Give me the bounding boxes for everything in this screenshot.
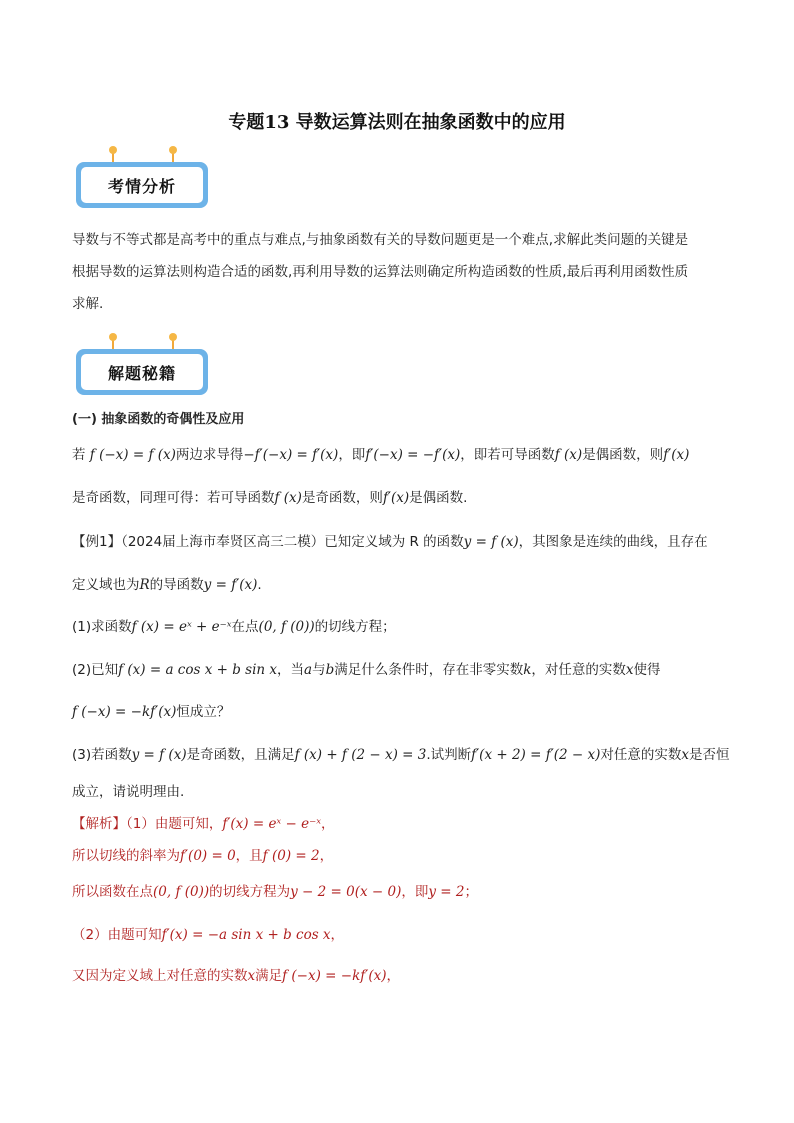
question-3: (3)若函数y = f (x)是奇函数，且满足f (x) + f (2 − x) = 3.试判断f′(x + 2) = f′(2 − x)对任意的实数x是否恒 bbox=[72, 747, 730, 763]
solution-line: 所以切线的斜率为f′(0) = 0，且f (0) = 2， bbox=[72, 848, 334, 864]
subsection-heading: (一) 抽象函数的奇偶性及应用 bbox=[72, 412, 245, 427]
section-banner-secrets bbox=[76, 337, 208, 383]
solution-line: （2）由题可知f′(x) = −a sin x + b cos x， bbox=[72, 927, 345, 943]
section-banner-analysis bbox=[76, 150, 208, 196]
solution-line: 【解析】（1）由题可知，f′(x) = eˣ − e⁻ˣ， bbox=[72, 816, 335, 832]
text-line: 若 f (−x) = f (x)两边求导得−f′(−x) = f′(x)，即f′(−x) = −f′(x)，即若可导函数f (x)是偶函数，则f′(x) bbox=[72, 447, 690, 463]
paragraph-line: 根据导数的运算法则构造合适的函数,再利用导数的运算法则确定所构造函数的性质,最后再利用函数性质 bbox=[72, 264, 689, 280]
example-line: 定义域也为R的导函数y = f′(x). bbox=[72, 577, 262, 593]
solution-line: 又因为定义域上对任意的实数x满足f (−x) = −kf′(x)， bbox=[72, 968, 400, 984]
question-2: (2)已知f (x) = a cos x + b sin x，当a与b满足什么条件时，存在非零实数k，对任意的实数x使得 bbox=[72, 662, 661, 678]
page-title: 专题13 导数运算法则在抽象函数中的应用 bbox=[228, 112, 566, 133]
paragraph-line: 导数与不等式都是高考中的重点与难点,与抽象函数有关的导数问题更是一个难点,求解此类问题的关键是 bbox=[72, 232, 689, 248]
question-3-line2: 成立，请说明理由. bbox=[72, 784, 185, 800]
question-1: (1)求函数f (x) = eˣ + e⁻ˣ在点(0, f (0))的切线方程； bbox=[72, 619, 396, 635]
solution-line: 所以函数在点(0, f (0))的切线方程为y − 2 = 0(x − 0)，即y = 2； bbox=[72, 884, 478, 900]
example-line: 【例1】（2024届上海市奉贤区高三二模）已知定义域为 R 的函数y = f (x)，其图象是连续的曲线，且存在 bbox=[72, 534, 708, 550]
section-label: 考情分析 bbox=[81, 167, 203, 203]
question-2-line2: f (−x) = −kf′(x)恒成立？ bbox=[72, 704, 231, 720]
paragraph-line: 求解. bbox=[72, 296, 104, 312]
text-line: 是奇函数，同理可得：若可导函数f (x)是奇函数，则f′(x)是偶函数. bbox=[72, 490, 468, 506]
section-label: 解题秘籍 bbox=[81, 354, 203, 390]
